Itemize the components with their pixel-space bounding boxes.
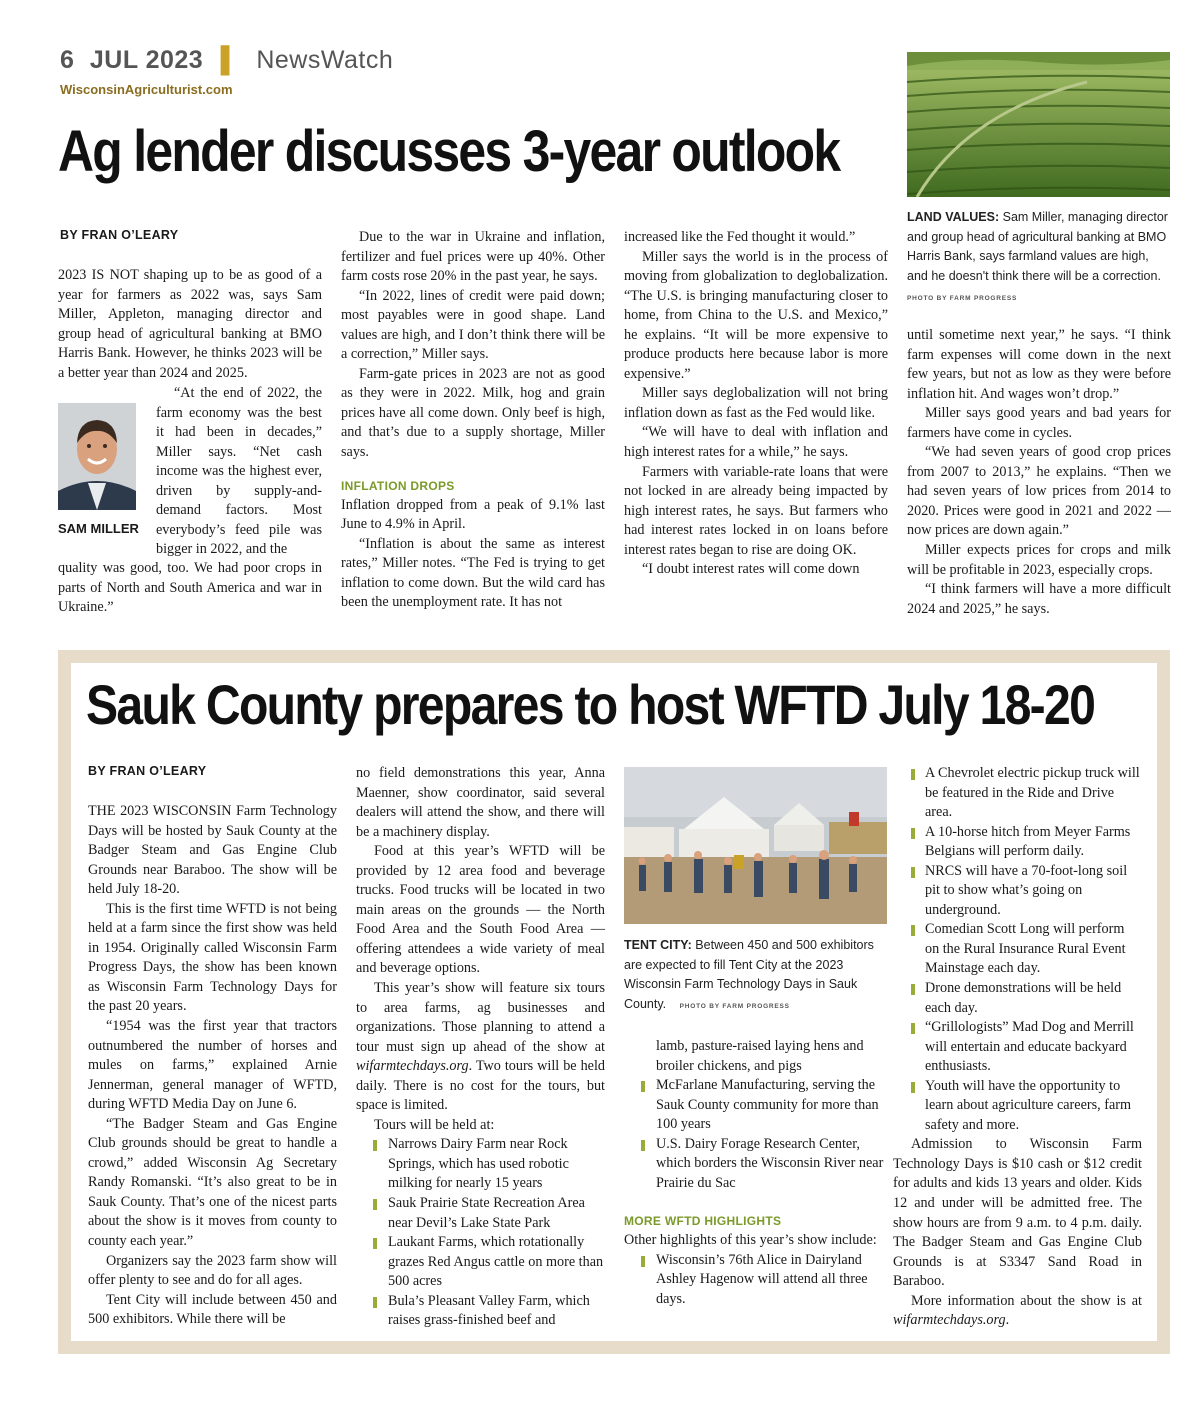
site-url[interactable]: WisconsinAgriculturist.com xyxy=(60,82,233,97)
tent-city-photo xyxy=(624,767,887,924)
list-item: “Grillologists” Mad Dog and Merrill will entertain and educate backyard enthusiasts. xyxy=(911,1018,1142,1077)
article2-byline: BY FRAN O’LEARY xyxy=(88,764,207,778)
list-item: Sauk Prairie State Recreation Area near Devil’s Lake State Park xyxy=(356,1194,605,1233)
paragraph: Inflation dropped from a peak of 9.1% last June to 4.9% in April. xyxy=(341,496,605,533)
issue-date: JUL 2023 xyxy=(89,46,204,74)
paragraph xyxy=(893,1292,1142,1331)
headshot-label: SAM MILLER xyxy=(58,521,139,536)
list-item: Narrows Dairy Farm near Rock Springs, which has used robotic milking for nearly 15 years xyxy=(356,1135,605,1194)
article1-photo-credit: PHOTO BY FARM PROGRESS xyxy=(907,295,1018,302)
text: . xyxy=(1005,1312,1010,1329)
website-link[interactable]: wifarmtechdays.org xyxy=(356,1058,469,1075)
paragraph: Admission to Wisconsin Farm Technology Days is $10 cash or $12 credit for adults and kids 13 years and older. Kids 12 and under will be admitted free. The show hours are from 9 a.m. to 4 p.m. daily. The Badger Steam and Gas Engine Club Grounds is at S3347 Sand Road in Baraboo. xyxy=(893,1136,1142,1290)
text: . Two tours will be held daily. There is no cost for the tours, but space is limited. xyxy=(356,1058,605,1114)
folio-separator: ▌ xyxy=(220,46,239,74)
paragraph: Other highlights of this year’s show include: xyxy=(624,1232,877,1249)
article1-column-3 xyxy=(624,228,888,580)
paragraph: Due to the war in Ukraine and inflation, fertilizer and fuel prices were up 40%. Other farm costs rose 20% in the past year, he says. xyxy=(341,229,605,285)
paragraph: Miller says deglobalization will not bring inflation down as fast as the Fed would like. xyxy=(624,385,888,421)
paragraph: increased like the Fed thought it would.” xyxy=(624,229,856,245)
article2-column-1 xyxy=(88,802,337,1330)
article2-headline: Sauk County prepares to host WFTD July 18-20 xyxy=(86,673,1095,736)
article1-column-1-end xyxy=(58,559,322,618)
article1-column-4 xyxy=(907,326,1171,619)
list-item: U.S. Dairy Forage Research Center, which borders the Wisconsin River near Prairie du Sac xyxy=(624,1135,888,1194)
paragraph: Miller says good years and bad years for farmers have come in cycles. xyxy=(907,405,1171,441)
article2-column-2 xyxy=(356,764,605,1331)
paragraph: “The Badger Steam and Gas Engine Club grounds should be great to handle a crowd,” added Wisconsin Ag Secretary Randy Romanski. “It’s also great to be in Sauk County. That’s one of the nicest parts about the show is it moves from county to county each year.” xyxy=(88,1115,337,1250)
list-item: Laukant Farms, which rotationally grazes Red Angus cattle on more than 500 acres xyxy=(356,1233,605,1292)
list-item: McFarlane Manufacturing, serving the Sauk County community for more than 100 years xyxy=(624,1076,888,1135)
paragraph: Tent City will include between 450 and 500 exhibitors. While there will be xyxy=(88,1291,337,1328)
subhead-inflation: INFLATION DROPS xyxy=(341,478,455,493)
paragraph xyxy=(356,979,605,1116)
article1-column-1-wrap xyxy=(156,384,322,560)
page-number: 6 xyxy=(60,46,75,74)
paragraph: “In 2022, lines of credit were paid down; most payables were in good shape. Land values are high, and I don’t think there will be a correction,” Miller says. xyxy=(341,287,605,363)
article1-photo-caption xyxy=(907,208,1171,286)
list-item: Comedian Scott Long will perform on the Rural Insurance Rural Event Mainstage each day. xyxy=(911,920,1142,979)
paragraph: “Inflation is about the same as interest rates,” Miller notes. “The Fed is trying to get inflation to come down. But the wild card has been the unemployment rate. It has not xyxy=(341,535,605,611)
article1-byline: BY FRAN O’LEARY xyxy=(60,228,179,242)
caption-text: Between 450 and 500 exhibitors are expected to fill Tent City at the 2023 Wisconsin Farm Technology Days in Sauk County. xyxy=(624,938,874,1011)
list-item: NRCS will have a 70-foot-long soil pit to show what’s going on underground. xyxy=(911,862,1142,921)
article2-photo-caption xyxy=(624,936,888,1016)
list-item: Drone demonstrations will be held each day. xyxy=(911,979,1142,1018)
list-item: A Chevrolet electric pickup truck will be featured in the Ride and Drive area. xyxy=(911,764,1142,823)
highlights-list-continued xyxy=(893,764,1142,1135)
article1-column-2 xyxy=(341,228,605,613)
article2-column-4 xyxy=(893,764,1142,1331)
paragraph: “We had seven years of good crop prices from 2007 to 2013,” he explains. “Then we had seven years of low prices from 2014 to 2020. Prices were good in 2021 and 2022 — now prices are down again.” xyxy=(907,444,1171,539)
article1-column-1 xyxy=(58,266,322,383)
article1-headline: Ag lender discusses 3-year outlook xyxy=(58,119,840,184)
paragraph: Miller expects prices for crops and milk will be profitable in 2023, especially crops. xyxy=(907,542,1171,578)
list-item: Youth will have the opportunity to learn about agriculture careers, farm safety and more. xyxy=(911,1077,1142,1136)
paragraph: no field demonstrations this year, Anna Maenner, show coordinator, said several dealers will attend the show, and there will be a machinery display. xyxy=(356,765,605,840)
paragraph: Miller says the world is in the process of moving from globalization to deglobalization. “The U.S. is bringing manufacturing closer to home, from China to the U.S. and Mexico,” he explains. “It will be more expensive to produce products here because labor is more expensive.” xyxy=(624,248,888,382)
paragraph: 2023 IS NOT shaping up to be as good of a year for farmers as 2022 was, says Sam Miller, Appleton, managing director and group head of agricultural banking at BMO Harris Bank. However, he thinks 2023 will be a better year than 2024 and 2025. xyxy=(58,267,322,381)
paragraph: “I doubt interest rates will come down xyxy=(642,561,860,578)
paragraph: “At the end of 2022, the farm economy was the best it had been in decades,” Miller says. “Net cash income was the highest ever, driven by supply-and-demand factors. Most everybody’s feed pile was bigger in 2022, and the xyxy=(156,385,322,558)
paragraph: Farmers with variable-rate loans that were not locked in are already being impacted by high interest rates, he says. But farmers who had interest rates locked in on loans before interest rates began to rise are doing OK. xyxy=(624,463,888,558)
caption-text: Sam Miller, managing director and group head of agricultural banking at BMO Harris Bank, says farmland values are high, and he doesn't think there will be a correction. xyxy=(907,210,1168,283)
list-item: Wisconsin’s 76th Alice in Dairyland Ashley Hagenow will attend all three days. xyxy=(624,1251,888,1310)
paragraph: THE 2023 WISCONSIN Farm Technology Days will be hosted by Sauk County at the Badger Steam and Gas Engine Club Grounds near Baraboo. The show will be held July 18-20. xyxy=(88,803,337,898)
list-item: Bula’s Pleasant Valley Farm, which raises grass-finished beef and xyxy=(356,1292,605,1331)
paragraph: Farm-gate prices in 2023 are not as good as they were in 2022. Milk, hog and grain prices have all come down. Only beef is high, and that’s due to a supply shortage, Miller says. xyxy=(341,365,605,461)
paragraph: Tours will be held at: xyxy=(374,1116,495,1133)
paragraph: quality was good, too. We had poor crops in parts of North and South America and war in Ukraine.” xyxy=(58,560,322,616)
paragraph: “1954 was the first year that tractors outnumbered the number of horses and mules on farms,” explained Arnie Jennerman, general manager of WFTD, during WFTD Media Day on June 6. xyxy=(88,1018,337,1113)
paragraph: Food at this year’s WFTD will be provided by 12 area food and beverage trucks. Food trucks will be located in two main areas on the grounds — the North Food Area and the South Food Area — offering attendees a wide variety of meal and beverage options. xyxy=(356,843,605,977)
paragraph: “I think farmers will have a more difficult 2024 and 2025,” he says. xyxy=(907,581,1171,617)
article2-photo-credit: PHOTO BY FARM PROGRESS xyxy=(679,1002,790,1010)
paragraph: This is the first time WFTD is not being held at a farm since the first show was held in 1954. Originally called Wisconsin Farm Progress Days, the show has been known as Wisconsin Farm Technology Days for the past 20 years. xyxy=(88,900,337,1015)
tours-list xyxy=(356,1135,605,1330)
paragraph: “We will have to deal with inflation and high interest rates for a while,” he says. xyxy=(624,424,888,461)
paragraph: until sometime next year,” he says. “I think farm expenses will come down in the next few years, but not as low as they were before inflation hit. And wages won’t drop.” xyxy=(907,327,1171,402)
tours-list-continued xyxy=(624,1076,888,1193)
caption-label: TENT CITY: xyxy=(624,938,692,952)
cornfield-photo xyxy=(907,52,1170,197)
text: This year’s show will feature six tours to area farms, ag businesses and organizations. Those planning to attend a tour must sign up ahead of the show at xyxy=(356,980,605,1055)
highlights-list xyxy=(624,1251,888,1310)
caption-label: LAND VALUES: xyxy=(907,210,1000,224)
page-folio xyxy=(60,46,393,75)
subhead-highlights: MORE WFTD HIGHLIGHTS xyxy=(624,1214,782,1229)
list-item: A 10-horse hitch from Meyer Farms Belgians will perform daily. xyxy=(911,823,1142,862)
website-link[interactable]: wifarmtechdays.org xyxy=(893,1312,1006,1329)
section-name: NewsWatch xyxy=(256,46,394,74)
paragraph: lamb, pasture-raised laying hens and broiler chickens, and pigs xyxy=(656,1038,864,1074)
text: More information about the show is at xyxy=(911,1292,1142,1309)
paragraph: Organizers say the 2023 farm show will offer plenty to see and do for all ages. xyxy=(88,1252,337,1289)
article2-column-3 xyxy=(624,1037,888,1310)
sam-miller-headshot xyxy=(58,403,136,510)
